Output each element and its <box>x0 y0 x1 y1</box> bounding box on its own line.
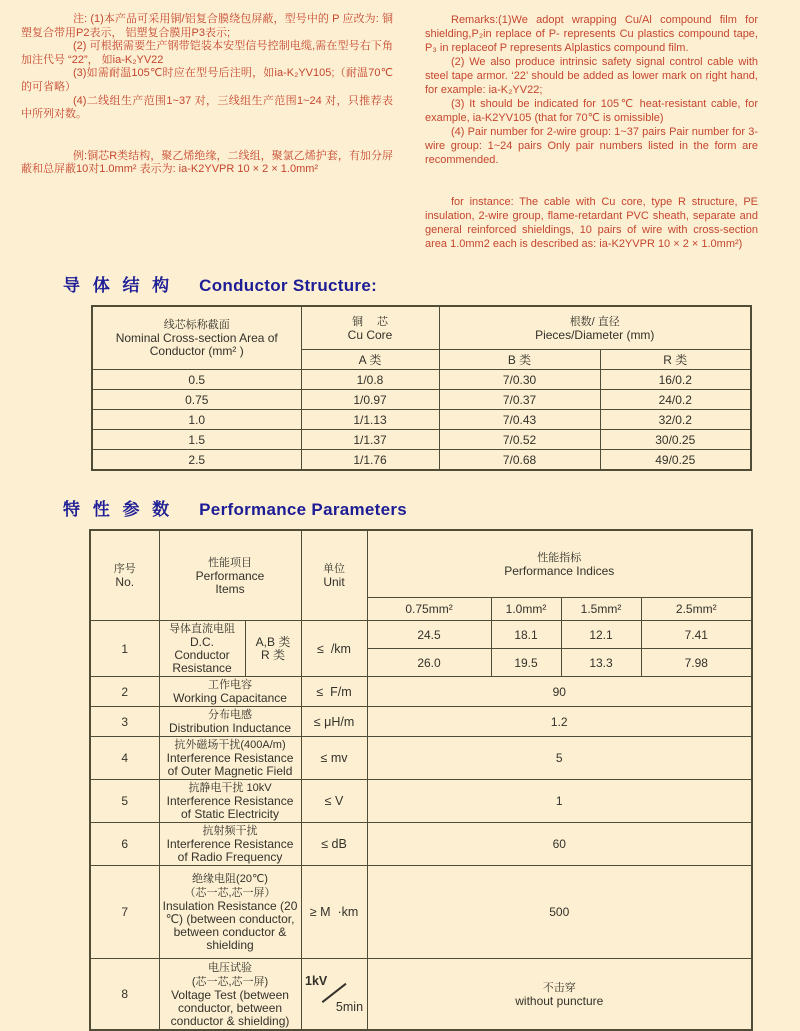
voltage-time-fraction <box>305 971 363 1017</box>
size-cell: 0.5 <box>92 370 301 390</box>
row6-value-cell: 60 <box>367 823 752 866</box>
row2-unit-cell: ≤ F/m <box>301 677 367 707</box>
note-cn-paragraph-1: 注: (1)本产品可采用铜/铝复合膜绕包屏蔽，型号中的 P 应改为: 铜塑复合带用P2表示， 铝塑复合膜用P3表示; <box>21 13 393 39</box>
header-no-cell <box>90 530 159 621</box>
header-indices-cn: 性能指标 <box>537 551 582 564</box>
row7-item-cell <box>159 866 301 959</box>
value-cell: 24.5 <box>367 621 491 649</box>
conductor-heading-english: Conductor Structure: <box>199 276 378 295</box>
row1-unit-cell: ≤ /km <box>301 621 367 677</box>
header-unit-cell <box>301 530 367 621</box>
note-cn-example: 例:铜芯R类结构，聚乙烯绝缘，二线组，聚氯乙烯护套，有加分屏蔽和总屏蔽10对1.0mm² 表示为: ia-K2YVPR 10 × 2 × 1.0mm² <box>21 149 393 176</box>
header-unit-cn: 单位 <box>323 563 346 575</box>
row8-item-cell <box>159 959 301 1031</box>
size-cell: 2.5 <box>92 450 301 471</box>
header-class-a-cell: A 类 <box>301 350 439 370</box>
row1-class-cell <box>245 621 301 677</box>
header-class-r-cell: R 类 <box>600 350 751 370</box>
row-no-cell: 3 <box>90 707 159 737</box>
header-unit-en: Unit <box>323 575 345 589</box>
row5-value-cell: 1 <box>367 780 752 823</box>
header-nominal-area-en2: Conductor (mm² ) <box>149 344 244 358</box>
header-class-b-cell: B 类 <box>439 350 600 370</box>
row3-value-cell: 1.2 <box>367 707 752 737</box>
header-size-2-5: 2.5mm² <box>641 598 752 621</box>
row-no-cell: 4 <box>90 737 159 780</box>
row-no-cell: 6 <box>90 823 159 866</box>
row5-item-en: Interference Resistance of Static Electricity <box>166 794 294 821</box>
row4-item-en: Interference Resistance of Outer Magnetic Field <box>166 751 294 778</box>
value-cell: 18.1 <box>491 621 561 649</box>
value-cell: 7.98 <box>641 649 752 677</box>
class-a-value-cell: 1/1.37 <box>301 430 439 450</box>
row6-item-cell <box>159 823 301 866</box>
header-cu-core-cn: 铜 芯 <box>351 315 389 328</box>
remark-en-paragraph-2: (2) We also produce intrinsic safety signal control cable with steel tape armor. ‘22’ should be added as lower mark on right hand, for example: ia-K₂YV22; <box>425 56 758 96</box>
conductor-table <box>91 305 752 471</box>
remark-en-paragraph-1: Remarks:(1)We adopt wrapping Cu/Al compound film for shielding,P₂in replace of P- represents Cu plastics compound tape, P₃ in replaceof P represents Alplastics compound film. <box>425 14 758 54</box>
row7-item-cn2: （芯一芯,芯一屏） <box>184 887 276 899</box>
notes-section <box>0 0 800 251</box>
conductor-row <box>92 370 751 390</box>
value-cell: 13.3 <box>561 649 641 677</box>
header-indices-en: Performance Indices <box>504 563 615 578</box>
row6-item-cn: 抗射频干扰 <box>202 825 258 837</box>
row2-item-en: Working Capacitance <box>173 691 287 705</box>
performance-row-4 <box>90 737 752 780</box>
class-b-value-cell: 7/0.43 <box>439 410 600 430</box>
class-b-value-cell: 7/0.68 <box>439 450 600 471</box>
class-b-value-cell: 7/0.52 <box>439 430 600 450</box>
header-cu-core-cell <box>301 306 439 350</box>
note-cn-paragraph-4: (4)二线组生产范围1~37 对，三线组生产范围1~24 对，只推荐表中所列对数。 <box>21 94 393 121</box>
remark-en-paragraph-3: (3) It should be indicated for 105℃ heat-resistant cable, for example, ia-K2YV105 (that for 70℃ is omissible) <box>425 98 758 124</box>
conductor-row <box>92 410 751 430</box>
row2-value-cell: 90 <box>367 677 752 707</box>
row7-item-en: Insulation Resistance (20 ℃) (between conductor, between conductor & shielding <box>162 899 298 952</box>
row5-item-cell <box>159 780 301 823</box>
conductor-row <box>92 430 751 450</box>
performance-heading-chinese: 特 性 参 数 <box>63 500 174 519</box>
size-cell: 1.0 <box>92 410 301 430</box>
performance-row-7 <box>90 866 752 959</box>
header-size-1-5: 1.5mm² <box>561 598 641 621</box>
header-items-en2: Items <box>215 581 245 596</box>
row4-item-cn: 抗外磁场干扰(400A/m) <box>174 739 286 751</box>
row7-unit-cell: ≥ M ·km <box>301 866 367 959</box>
row7-value-cell: 500 <box>367 866 752 959</box>
class-a-value-cell: 1/1.76 <box>301 450 439 471</box>
row-no-cell: 8 <box>90 959 159 1031</box>
row1-item-cell <box>159 621 245 677</box>
header-cu-core-en: Cu Core <box>347 327 393 342</box>
conductor-row <box>92 450 751 471</box>
performance-header-row-1 <box>90 530 752 598</box>
header-items-cn: 性能项目 <box>208 556 252 569</box>
row7-item-cn1: 绝缘电阻(20℃) <box>192 873 268 885</box>
row5-item-cn: 抗静电干扰 10kV <box>188 782 272 794</box>
note-cn-paragraph-3: (3)如需耐温105℃时应在型号后注明，如ia-K₂YV105;（耐温70℃的可省略） <box>21 67 393 93</box>
fraction-numerator: 1kV <box>305 974 328 988</box>
conductor-row <box>92 390 751 410</box>
header-no-en: No. <box>115 575 135 589</box>
header-pieces-diameter-cell <box>439 306 751 350</box>
row3-item-en: Distribution Inductance <box>168 721 292 735</box>
class-a-value-cell: 1/0.97 <box>301 390 439 410</box>
header-pieces-diameter-en: Pieces/Diameter (mm) <box>535 327 655 342</box>
size-cell: 1.5 <box>92 430 301 450</box>
row-no-cell: 5 <box>90 780 159 823</box>
performance-row-5 <box>90 780 752 823</box>
row3-item-cn: 分布电感 <box>208 709 252 721</box>
header-no-cn: 序号 <box>113 563 136 575</box>
class-r-value-cell: 32/0.2 <box>600 410 751 430</box>
fraction-denominator: 5min <box>335 1000 364 1014</box>
row-no-cell: 1 <box>90 621 159 677</box>
row1-class-r: R 类 <box>261 647 286 662</box>
value-cell: 26.0 <box>367 649 491 677</box>
value-cell: 12.1 <box>561 621 641 649</box>
size-cell: 0.75 <box>92 390 301 410</box>
header-items-en1: Performance <box>195 568 265 583</box>
header-nominal-area-en1: Nominal Cross-section Area of <box>115 331 278 345</box>
row1-class-ab: A,B 类 <box>255 634 291 649</box>
class-b-value-cell: 7/0.37 <box>439 390 600 410</box>
class-r-value-cell: 16/0.2 <box>600 370 751 390</box>
performance-row-6 <box>90 823 752 866</box>
class-a-value-cell: 1/1.13 <box>301 410 439 430</box>
value-cell: 19.5 <box>491 649 561 677</box>
row1-item-en: D.C. Conductor Resistance <box>172 635 232 675</box>
header-indices-cell <box>367 530 752 598</box>
performance-row-2 <box>90 677 752 707</box>
remark-en-example: for instance: The cable with Cu core, type R structure, PE insulation, 2-wire group, flame-retardant PVC sheath, separate and general reinforced shieldings, 10 pairs of wire with cross-section area 1.0mm2 each is described as: ia-K2YVPR 10 × 2 × 1.0mm²) <box>425 196 758 250</box>
row5-unit-cell: ≤ V <box>301 780 367 823</box>
row2-item-cn: 工作电容 <box>208 679 252 691</box>
row8-value-cell <box>367 959 752 1031</box>
value-cell: 7.41 <box>641 621 752 649</box>
performance-row-1a <box>90 621 752 649</box>
row6-unit-cell: ≤ dB <box>301 823 367 866</box>
performance-table <box>89 529 753 1031</box>
row4-unit-cell: ≤ mv <box>301 737 367 780</box>
header-pieces-diameter-cn: 根数/ 直径 <box>569 315 620 328</box>
class-a-value-cell: 1/0.8 <box>301 370 439 390</box>
row8-item-cn1: 电压试验 <box>208 961 252 974</box>
row2-item-cell <box>159 677 301 707</box>
row-no-cell: 2 <box>90 677 159 707</box>
remarks-english <box>425 13 758 251</box>
performance-parameters-heading <box>63 495 800 520</box>
row1-item-cn: 导体直流电阻 <box>169 623 235 635</box>
performance-row-3 <box>90 707 752 737</box>
row8-item-cn2: (芯一芯,芯一屏) <box>191 975 269 988</box>
conductor-structure-heading <box>63 271 800 296</box>
class-r-value-cell: 49/0.25 <box>600 450 751 471</box>
row4-value-cell: 5 <box>367 737 752 780</box>
header-size-1-0: 1.0mm² <box>491 598 561 621</box>
row8-value-cn: 不击穿 <box>542 981 576 994</box>
class-r-value-cell: 30/0.25 <box>600 430 751 450</box>
row3-item-cell <box>159 707 301 737</box>
note-cn-paragraph-2: (2) 可根据需要生产钢带铠装本安型信号控制电缆,需在型号右下角加注代号 “22”， 如ia-K₂YV22 <box>21 40 393 66</box>
row4-item-cell <box>159 737 301 780</box>
header-size-0-75: 0.75mm² <box>367 598 491 621</box>
header-nominal-area-cell <box>92 306 301 370</box>
row-no-cell: 7 <box>90 866 159 959</box>
header-nominal-area-cn: 线芯标称截面 <box>163 319 230 331</box>
remark-en-paragraph-4: (4) Pair number for 2-wire group: 1~37 pairs Pair number for 3-wire group: 1~24 pairs Only pair numbers listed in the form are recommended. <box>425 126 758 166</box>
row3-unit-cell: ≤ μH/m <box>301 707 367 737</box>
row8-unit-cell <box>301 959 367 1031</box>
header-items-cell <box>159 530 301 621</box>
row8-item-en: Voltage Test (between conductor, between conductor & shielding) <box>170 987 290 1028</box>
row8-value-en: without puncture <box>515 993 604 1008</box>
performance-heading-english: Performance Parameters <box>199 500 408 519</box>
conductor-header-row-1 <box>92 306 751 350</box>
class-r-value-cell: 24/0.2 <box>600 390 751 410</box>
class-b-value-cell: 7/0.30 <box>439 370 600 390</box>
notes-chinese <box>21 13 393 251</box>
conductor-heading-chinese: 导 体 结 构 <box>63 276 174 295</box>
row6-item-en: Interference Resistance of Radio Frequency <box>166 837 294 864</box>
performance-row-8 <box>90 959 752 1031</box>
